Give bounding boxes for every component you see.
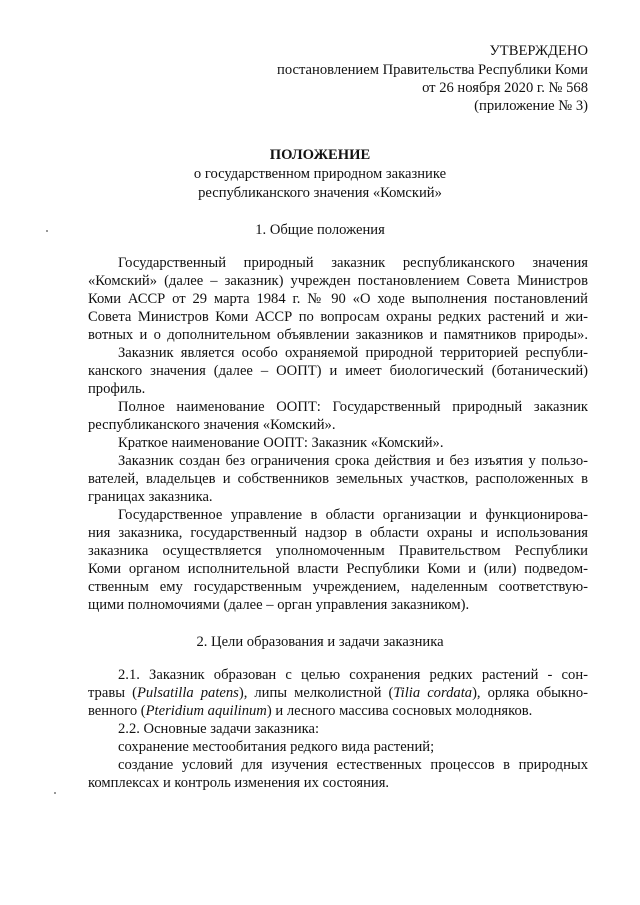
text-run: ), липы мелколистной ( — [238, 685, 394, 701]
paragraph-line: «Комский» (далее – заказник) учрежден постановлением Совета Министров — [88, 273, 588, 289]
paragraph-line: Совета Министров Коми АССР по вопросам охраны редких растений и жи- — [88, 309, 588, 325]
approval-line-1: постановлением Правительства Республики Коми — [277, 62, 588, 78]
paragraph-line: создание условий для изучения естественных процессов в природных — [118, 757, 588, 773]
text-run: травы ( — [88, 685, 137, 701]
approval-title: УТВЕРЖДЕНО — [489, 43, 588, 59]
paragraph-line: Коми органом исполнительной власти Республики Коми и (или) подведом- — [88, 561, 588, 577]
section-2-title: 2. Цели образования и задачи заказника — [196, 634, 444, 650]
species-name: Pteridium aquilinum — [145, 703, 267, 719]
paragraph-line: республиканского значения «Комский». — [88, 417, 336, 433]
paragraph-line: Полное наименование ООПТ: Государственный природный заказник — [118, 399, 588, 415]
section-1-title: 1. Общие положения — [255, 222, 385, 238]
paragraph-line: щими полномочиями (далее – орган управления заказником). — [88, 597, 470, 613]
paragraph-line: вотных и о дополнительном объявлении заказников и памятников природы». — [88, 327, 588, 343]
paragraph-line: Краткое наименование ООПТ: Заказник «Комский». — [118, 435, 444, 451]
scan-speck — [46, 230, 48, 232]
document-subtitle-2: республиканского значения «Комский» — [198, 185, 442, 201]
paragraph-line: Заказник является особо охраняемой природной территорией республи- — [118, 345, 588, 361]
document-title: ПОЛОЖЕНИЕ — [269, 147, 371, 163]
paragraph-line: 2.1. Заказник образован с целью сохранения редких растений - сон- — [118, 667, 588, 683]
paragraph-line: ственным ему государственным учреждением, наделенным соответствую- — [88, 579, 588, 595]
document-subtitle-1: о государственном природном заказнике — [193, 166, 447, 182]
paragraph-line: Коми АССР от 29 марта 1984 г. № 90 «О ходе выполнения постановлений — [88, 291, 588, 307]
paragraph-line: ния заказника, государственный надзор в области охраны и использования — [88, 525, 588, 541]
paragraph-line — [88, 702, 588, 720]
paragraph-line: профиль. — [88, 381, 146, 397]
text-run: ), орляка обыкно- — [472, 685, 588, 701]
paragraph-line: Государственное управление в области организации и функционирова- — [118, 507, 588, 523]
paragraph-line: Заказник создан без ограничения срока действия и без изъятия у пользо- — [118, 453, 588, 469]
text-run: венного ( — [88, 703, 146, 719]
paragraph-line: канского значения (далее – ООПТ) и имеет биологический (ботанический) — [88, 363, 588, 379]
approval-line-2: от 26 ноября 2020 г. № 568 — [422, 80, 588, 96]
paragraph-line: границах заказника. — [88, 489, 213, 505]
paragraph-line: комплексах и контроль изменения их состояния. — [88, 775, 390, 791]
species-name: Tilia cordata — [393, 685, 473, 701]
paragraph-line: Государственный природный заказник республиканского значения — [118, 255, 588, 271]
approval-line-3: (приложение № 3) — [474, 98, 588, 114]
paragraph-line: вателей, владельцев и собственников земельных участков, расположенных в — [88, 471, 588, 487]
paragraph-line: 2.2. Основные задачи заказника: — [118, 721, 320, 737]
paragraph-line: сохранение местообитания редкого вида растений; — [118, 739, 435, 755]
species-name: Pulsatilla patens — [136, 685, 239, 701]
paragraph-line — [88, 684, 588, 702]
scan-speck — [54, 792, 56, 794]
paragraph-line: заказника осуществляется уполномоченным Правительством Республики — [88, 543, 588, 559]
text-run: ) и лесного массива сосновых молодняков. — [266, 703, 533, 719]
